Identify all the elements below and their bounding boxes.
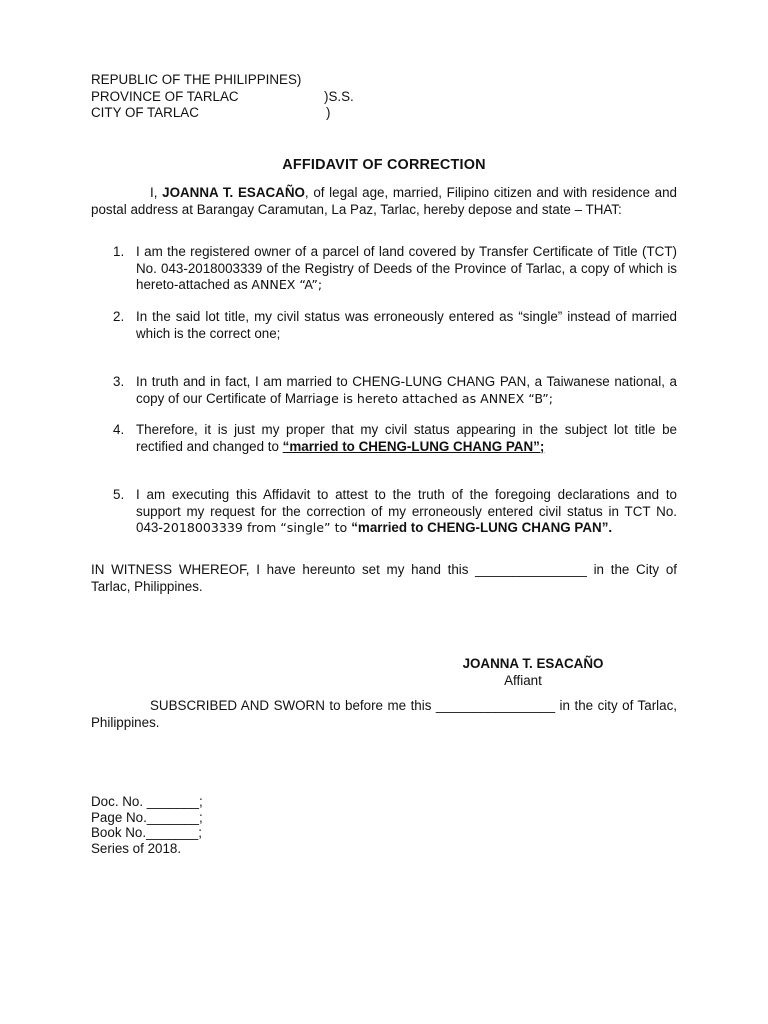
subscribed-paragraph (91, 698, 677, 731)
book-number: Book No._______; (91, 825, 202, 841)
item-text: In truth and in fact, I am married to CHENG-LUNG CHANG PAN, a Taiwanese national, a copy of our Certificate of Marri (136, 374, 677, 406)
item-number: 2. (113, 309, 125, 324)
item-mid: 2018003339 from “single” to (162, 520, 352, 535)
list-item (113, 374, 677, 407)
item-annex: age is hereto attached as ANNEX “B”; (315, 390, 554, 406)
venue-city: CITY OF TARLAC (91, 105, 199, 120)
list-item (113, 422, 677, 455)
item-number: 1. (113, 244, 125, 259)
document-title: AFFIDAVIT OF CORRECTION (282, 157, 486, 173)
item-emphasis: “married to CHENG-LUNG CHANG PAN”; (282, 438, 545, 454)
venue-ss: )S.S. (324, 88, 354, 104)
item-text: Therefore, it is just my proper that my civil status appearing in the subject lot title be rectified and changed to (136, 422, 677, 454)
doc-number: Doc. No. _______; (91, 794, 203, 809)
item-number: 4. (113, 422, 125, 437)
list-item (113, 487, 677, 537)
notarial-details (91, 794, 203, 856)
item-number: 5. (113, 487, 125, 502)
series-year: Series of 2018. (91, 840, 182, 856)
intro-paragraph (91, 185, 677, 218)
venue-block (91, 72, 391, 122)
item-text: In the said lot title, my civil status was erroneously entered as “single” instead of married which is the correct one; (136, 309, 677, 341)
item-number: 3. (113, 374, 125, 389)
witness-text: IN WITNESS WHEREOF, I have hereunto set my hand this _______________ in the City of Tarlac, Philippines. (91, 562, 677, 594)
subscribed-text: SUBSCRIBED AND SWORN to before me this ________________ in the city of Tarlac, Philippines. (91, 698, 677, 730)
venue-city-paren: ) (326, 105, 331, 120)
witness-paragraph (91, 562, 677, 595)
list-item (113, 309, 677, 342)
affiant-name-intro: JOANNA T. ESACAÑO (162, 185, 305, 200)
affiant-label: Affiant (504, 673, 542, 688)
affiant-signature-name: JOANNA T. ESACAÑO (462, 656, 604, 671)
venue-province: PROVINCE OF TARLAC (91, 88, 239, 104)
item-text: I am the registered owner of a parcel of land covered by Transfer Certificate of Title (TCT) No. 043-2018003339 of the Registry of Deeds of the Province of Tarlac, a copy of which is hereto-attached as (136, 244, 677, 292)
intro-text: , of legal age, married, Filipino citizen and with residence and postal address at Barangay Caramutan, La Paz, Tarlac, hereby depose and state – THAT: (91, 185, 677, 217)
item-annex: ANNEX “A”; (251, 277, 323, 292)
item-text: I am executing this Affidavit to attest to the truth of the foregoing declarations and to support my request for the correction of my erroneously entered civil status in TCT No. 043- (136, 487, 677, 535)
venue-republic: REPUBLIC OF THE PHILIPPINES) (91, 72, 302, 87)
intro-prefix: I, (150, 185, 158, 200)
item-emphasis: “married to CHENG-LUNG CHANG PAN”. (351, 520, 613, 535)
list-item (113, 244, 677, 294)
page-number: Page No._______; (91, 809, 203, 825)
